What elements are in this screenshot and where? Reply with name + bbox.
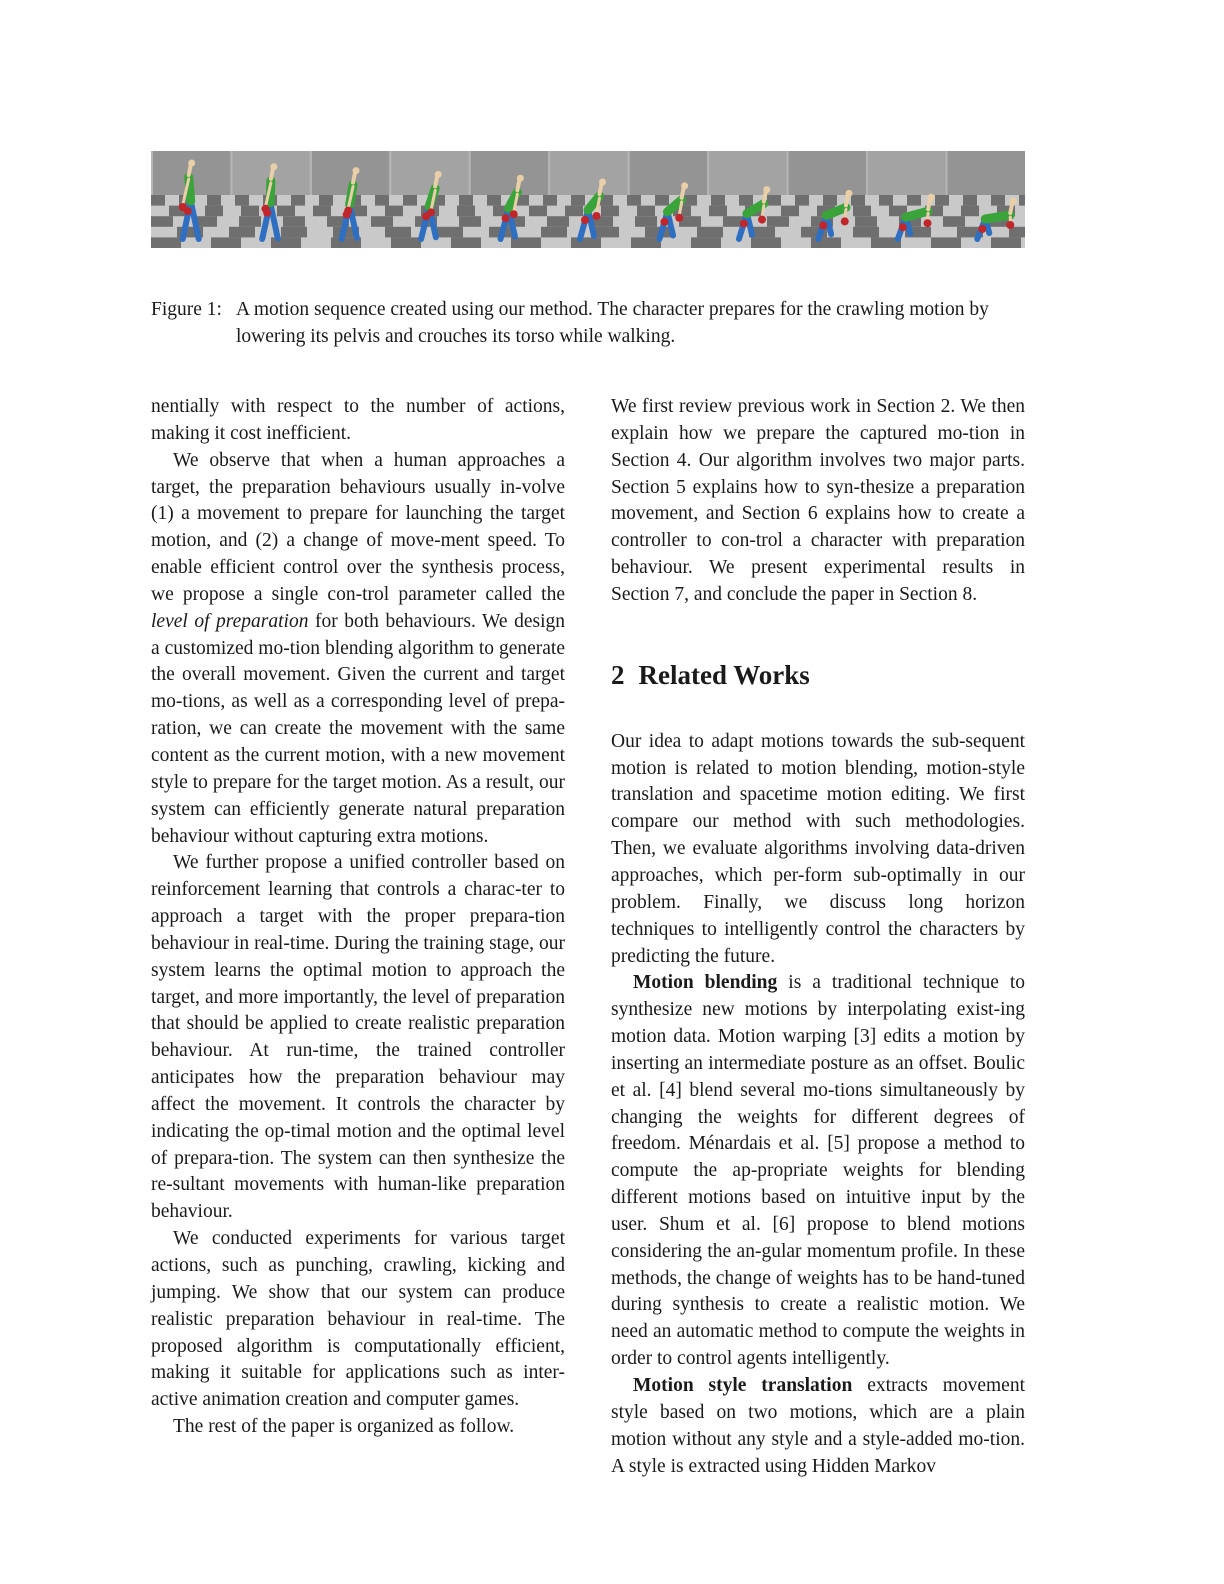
floor-tile — [151, 195, 165, 206]
level-of-preparation-term: level of preparation — [151, 610, 309, 632]
figure-neck — [1010, 203, 1012, 213]
floor-tile — [211, 237, 241, 248]
floor-tile — [709, 206, 727, 217]
figure-hand — [581, 216, 589, 224]
figure-head — [188, 160, 195, 167]
floor-tile — [391, 237, 421, 248]
left-paragraph-3: We further propose a unified controller based on reinforcement learning that controls a charac-ter to approach a target with the proper prepara-tion behaviour in real-time. During the training stage, our system learns the optimal motion to approach the target, and more importantly, the level of preparation that should be applied to create realistic preparation behaviour. At run-time, the trained controller anticipates how the preparation behaviour may affect the movement. It controls the character by indicating the op-timal motion and the optimal level of prepara-tion. The system can then synthesize the re-sultant movements with human-like preparation behaviour. — [151, 852, 565, 1223]
floor-tile — [281, 227, 307, 238]
right-column — [611, 394, 1025, 1480]
floor-tile — [751, 237, 781, 248]
figure-hand — [343, 211, 351, 219]
wall-panel — [389, 151, 468, 195]
right-paragraph-1: We first review previous work in Section 2. We then explain how we prepare the captured mo-tion in Section 4. Our algorithm involves two major parts. Section 5 explains how to syn-thesize a preparation movement, and Section 6 explains how to create a controller to con-trol a character with preparation behaviour. We present experimental results in Section 7, and conclude the paper in Section 8. — [611, 396, 1025, 605]
floor-tile — [855, 216, 877, 227]
floor-tile — [151, 237, 181, 248]
floor-tile — [241, 206, 259, 217]
wall-seam — [469, 151, 471, 195]
wall-panel — [707, 151, 786, 195]
wall-panel — [787, 151, 866, 195]
right-paragraph-4-text: extracts movement style based on two motions, which are a plain motion without any style and a style-added mo-tion. A style is extracted using Hidden Markov — [611, 1375, 1026, 1477]
floor-tile — [781, 206, 799, 217]
floor-tile — [1019, 195, 1025, 206]
floor-tile — [943, 216, 965, 227]
wall-panel — [946, 151, 1025, 195]
floor-tile — [767, 216, 789, 227]
wall-panel — [469, 151, 548, 195]
figure-neck — [764, 192, 766, 202]
figure-neck — [517, 180, 519, 190]
floor-tile — [627, 195, 641, 206]
right-paragraph-3-text: is a traditional technique to synthesize new motions by interpolating exist-ing motion data. Motion warping [3] edits a motion by inserting an intermediate posture as an offset. Boulic et al. [4] blend several mo-tions simultaneously by changing the weights for different degrees of freedom. Ménardais et al. [5] propose a method to compute the ap-propriate weights for blending different motions based on intuitive input by the user. Shum et al. [6] propose to blend motions considering the an-gular momentum profile. In these methods, the change of weights has to be hand-tuned during synthesis to create a realistic motion. We need an automatic method to compute the weights in order to control agents intelligently. — [611, 972, 1026, 1370]
floor-tile — [795, 195, 809, 206]
figure-hand — [675, 214, 683, 222]
floor-tile — [385, 206, 403, 217]
floor-tile — [547, 216, 569, 227]
wall-panel — [628, 151, 707, 195]
right-paragraph-3 — [611, 970, 1025, 1373]
figure-head — [928, 194, 935, 201]
floor-tile — [235, 195, 249, 206]
floor-tile — [207, 195, 221, 206]
floor-tile — [991, 237, 1021, 248]
figure-hand — [422, 212, 430, 220]
floor-tile — [907, 195, 921, 206]
figure-hand — [184, 207, 192, 215]
floor-tile — [711, 195, 725, 206]
figure-neck — [846, 195, 848, 205]
figure-neck — [600, 184, 602, 194]
wall-seam — [389, 151, 391, 195]
figure-head — [845, 190, 852, 197]
floor-tile — [283, 216, 305, 227]
motion-sequence-strip — [151, 151, 1025, 248]
floor-tile — [437, 227, 463, 238]
figure-hand — [740, 220, 748, 228]
figure-torso — [985, 215, 1010, 219]
floor-tile — [991, 195, 1005, 206]
section-heading — [611, 658, 1025, 692]
figure-hand — [510, 210, 518, 218]
floor-tile — [277, 206, 295, 217]
floor-tile — [961, 206, 979, 217]
floor-tile — [459, 195, 473, 206]
wall-seam — [548, 151, 550, 195]
figure-hand — [263, 209, 271, 217]
right-paragraph-4 — [611, 1373, 1025, 1480]
figure-caption — [151, 296, 1025, 350]
floor-tile — [529, 206, 547, 217]
figure-head — [1010, 198, 1017, 205]
section-number: 2 — [611, 659, 625, 690]
floor-tile — [319, 195, 333, 206]
floor-tile — [851, 195, 865, 206]
wall-panel — [866, 151, 945, 195]
figure-hand — [660, 218, 668, 226]
left-paragraph-5: The rest of the paper is organized as follow. — [173, 1416, 515, 1438]
floor-tile — [601, 206, 619, 217]
floor-tile — [571, 237, 601, 248]
wall-seam — [707, 151, 709, 195]
figure-neck — [189, 165, 191, 175]
left-paragraph-2-rest: for both behaviours. We design a customized mo-tion blending algorithm to generate the overall movement. Given the current and target mo-tions, as well as a corresponding level of prepa-ration, we can create the movement with the same content as the current motion, with a new movement style to prepare for the target motion. As a result, our system can efficiently generate natural preparation behaviour without capturing extra motions. — [151, 610, 565, 847]
wall-seam — [866, 151, 868, 195]
wall-panel — [548, 151, 627, 195]
floor-tile — [879, 195, 893, 206]
motion-blending-term: Motion blending — [633, 972, 778, 994]
figure-neck — [271, 169, 273, 179]
floor-tile — [571, 195, 585, 206]
figure-head — [599, 179, 606, 186]
left-paragraph-4: We conducted experiments for various target actions, such as punching, crawling, kicking and jumping. We show that our system can produce realistic preparation behaviour in real-time. The proposed algorithm is computationally efficient, making it suitable for applications such as inter-active animation creation and computer games. — [151, 1228, 565, 1411]
figure-hand — [1006, 221, 1014, 229]
floor-tile — [963, 195, 977, 206]
floor-tile — [451, 237, 481, 248]
figure-head — [435, 171, 442, 178]
motion-style-translation-term: Motion style translation — [633, 1375, 853, 1396]
floor-tile — [205, 206, 223, 217]
wall-seam — [628, 151, 630, 195]
figure-label: Figure 1: — [151, 299, 222, 320]
figure-head — [270, 163, 277, 170]
figure-head — [353, 167, 360, 174]
figure-head — [763, 186, 770, 193]
figure-hand — [978, 225, 986, 233]
floor-tile — [697, 227, 723, 238]
figure-hand — [841, 217, 849, 225]
figure-neck — [435, 176, 437, 186]
wall-seam — [230, 151, 232, 195]
figure-hand — [758, 216, 766, 224]
left-paragraph-1: nentially with respect to the number of actions, making it cost inefficient. — [151, 396, 565, 444]
floor-tile — [375, 195, 389, 206]
floor-tile — [767, 195, 781, 206]
floor-tile — [635, 216, 657, 227]
figure-hand — [819, 221, 827, 229]
floor-tile — [655, 195, 669, 206]
floor-tile — [313, 206, 331, 217]
floor-tile — [487, 195, 501, 206]
wall-seam — [787, 151, 789, 195]
floor-tile — [239, 216, 261, 227]
floor-tile — [541, 227, 567, 238]
floor-tile — [151, 216, 173, 227]
wall-seam — [151, 151, 153, 195]
left-paragraph-2 — [151, 448, 565, 851]
figure-torso — [906, 211, 928, 217]
figure-neck — [353, 173, 355, 183]
wall-seam — [946, 151, 948, 195]
right-paragraph-2: Our idea to adapt motions towards the sub-sequent motion is related to motion blending, motion-style translation and spacetime motion editing. We first compare our method with such methodologies. Then, we evaluate algorithms involving data-driven approaches, which per-form sub-optimally in our problem. Finally, we discuss long horizon techniques to intelligently control the characters by predicting the future. — [611, 730, 1025, 967]
wall-seam — [310, 151, 312, 195]
section-title: Related Works — [638, 659, 810, 690]
floor-tile — [291, 195, 305, 206]
floor-tile — [565, 206, 583, 217]
figure-neck — [928, 199, 930, 209]
floor-tile — [385, 227, 411, 238]
left-column — [151, 394, 565, 1441]
floor-tile — [853, 227, 879, 238]
floor-tile — [229, 227, 255, 238]
figure-head — [681, 182, 688, 189]
left-paragraph-2-text: We observe that when a human approaches a target, the preparation behaviours usually in-volve (1) a movement to prepare for launching the target motion, and (2) a change of move-ment speed. To enable efficient control over the synthesis process, we propose a single con-trol parameter called the — [151, 449, 565, 605]
floor-tile — [823, 195, 837, 206]
figure-hand — [593, 212, 601, 220]
figure-caption-text: A motion sequence created using our method. The character prepares for the crawling motion by lowering its pelvis and crouches its torso while walking. — [236, 299, 989, 347]
figure-hand — [899, 223, 907, 231]
floor-tile — [457, 206, 475, 217]
figure-hand — [502, 214, 510, 222]
floor-tile — [543, 195, 557, 206]
figure-hand — [924, 219, 932, 227]
floor-tile — [371, 216, 393, 227]
floor-tile — [935, 195, 949, 206]
floor-tile — [853, 206, 871, 217]
floor-tile — [691, 237, 721, 248]
floor-tile — [403, 195, 417, 206]
figure-neck — [682, 188, 684, 198]
figure-head — [517, 175, 524, 182]
floor-tile — [459, 216, 481, 227]
floor-tile — [931, 237, 961, 248]
floor-tile — [739, 195, 753, 206]
floor-tile — [637, 206, 655, 217]
motion-sequence-figure — [151, 151, 1025, 248]
